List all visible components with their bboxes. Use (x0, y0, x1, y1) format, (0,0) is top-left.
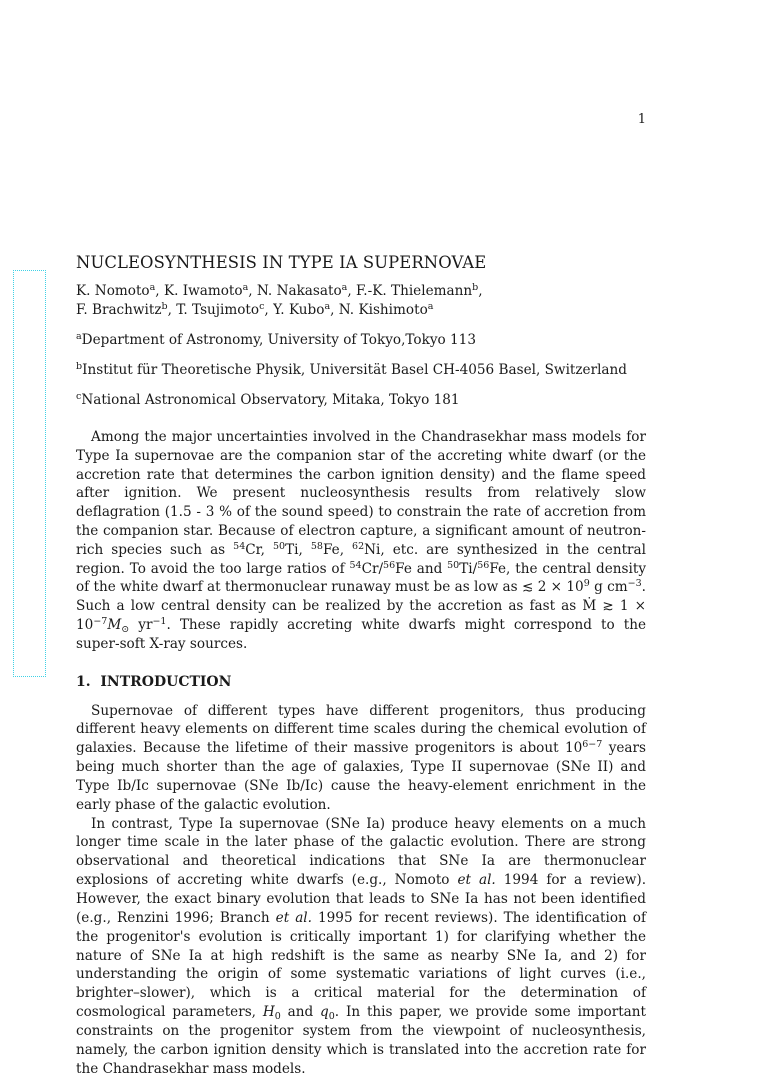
subscript: 0 (328, 1011, 335, 1023)
solar-mass-symbol: M (107, 616, 122, 633)
abstract (76, 428, 646, 654)
abstract-text: Fe and (395, 560, 448, 577)
et-al: et al. (457, 872, 496, 889)
affiliation-text: National Astronomical Observatory, Mitaka, Tokyo 181 (81, 392, 460, 408)
isotope-mass: 50 (273, 540, 286, 552)
affiliation (76, 391, 646, 410)
paper-body (76, 252, 646, 1078)
abstract-text: Cr, (245, 541, 274, 558)
abstract-text: Among the major uncertainties involved in the Chandrasekhar mass models for Type Ia supernovae are the companion star of the accreting white dwarf (or the accretion rate that determines the carbon ignition density) and the flame speed after ignition. We present nucleosynthesis results from relatively slow deflagration (1.5 - 3 % of the sound speed) to constrain the rate of accretion from the companion star. Because of electron capture, a significant amount of neutron-rich species such as (76, 429, 646, 558)
isotope-mass: 50 (447, 559, 460, 571)
paragraph-text: Supernovae of different types have different progenitors, thus producing different heavy elements on different time scales during the chemical evolution of galaxies. Because the lifetime of their massive progenitors is about 10 (76, 702, 646, 757)
deceleration-parameter-symbol: q (320, 1004, 329, 1021)
section-heading (76, 672, 646, 692)
paragraph-text: 1995 for recent reviews). The identification of the progenitor's evolution is critically important 1) for clarifying whether the nature of SNe Ia at high redshift is the same as nearby SNe Ia, and 2) for understanding the origin of some systematic variations of light curves (i.e., brighter–slower), which is a critical material for the determination of cosmological parameters, (76, 909, 646, 1021)
paragraph-text: In contrast, Type Ia supernovae (SNe Ia) produce heavy elements on a much longer time scale in the later phase of the galactic evolution. There are strong observational and theoretical indications that SNe Ia are thermonuclear explosions of accreting white dwarfs (e.g., Nomoto (76, 815, 646, 889)
author-affil-mark: a (149, 282, 156, 293)
author-affil-mark: a (242, 282, 249, 293)
author-name: K. Nomoto (76, 283, 150, 299)
abstract-text: Ti, (285, 541, 311, 558)
exponent: −7 (93, 615, 108, 627)
isotope-mass: 54 (349, 559, 362, 571)
intro-paragraph-1 (76, 702, 646, 815)
exponent: −1 (152, 615, 167, 627)
abstract-text: yr (129, 616, 153, 633)
author-name: Y. Kubo (273, 301, 325, 318)
author-affil-mark: b (161, 300, 168, 312)
affiliation-mark: a (76, 331, 82, 342)
author-name: F.-K. Thielemann (355, 283, 473, 299)
isotope-mass: 54 (233, 540, 246, 552)
abstract-text: Fe, the central density of the white dwarf at thermonuclear runaway must be as low as ≲ 2 × 10 (76, 560, 646, 596)
intro-paragraph-2 (76, 815, 646, 1078)
author-line-2 (76, 301, 646, 320)
abstract-text: Fe, (322, 541, 353, 558)
section-number: 1. (76, 673, 91, 690)
author-name: F. Brachwitz (76, 301, 162, 318)
affiliation-mark: c (76, 391, 82, 402)
selection-outline (13, 270, 46, 677)
subscript: 0 (274, 1011, 281, 1023)
author-separator: , (330, 301, 339, 318)
author-affil-mark: b (472, 282, 479, 293)
author-affil-mark: a (324, 300, 331, 312)
abstract-text: . Such a low central density can be realized by the accretion as fast as Ṁ ≳ 1 × 10 (76, 579, 646, 633)
hubble-constant-symbol: H (262, 1004, 275, 1021)
exponent: −3 (627, 578, 642, 590)
paper-title: NUCLEOSYNTHESIS IN TYPE IA SUPERNOVAE (76, 253, 487, 272)
author-affil-mark: a (427, 300, 434, 312)
abstract-text: Ni, etc. are synthesized in the central region. To avoid the too large ratios of (76, 541, 646, 577)
isotope-mass: 56 (383, 559, 396, 571)
paragraph-text: 1994 for a review). However, the exact binary evolution that leads to SNe Ia has not been identified (e.g., Renzini 1996; Branch (76, 872, 647, 926)
exponent: 9 (583, 578, 590, 590)
author-separator: , (478, 283, 483, 299)
page-number: 1 (637, 112, 646, 127)
author-name: K. Iwamoto (163, 283, 243, 299)
sun-subscript: ⊙ (121, 623, 130, 635)
abstract-text: . These rapidly accreting white dwarfs might correspond to the super-soft X-ray sources. (76, 616, 647, 652)
isotope-mass: 58 (310, 540, 323, 552)
paragraph-text: years being much shorter than the age of galaxies, Type II supernovae (SNe II) and Type Ib/Ic supernovae (SNe Ib/Ic) cause the heavy-element enrichment in the early phase of the galactic evolution. (76, 740, 646, 813)
abstract-text: Cr/ (361, 560, 384, 577)
affiliation (76, 361, 646, 380)
affiliation (76, 331, 646, 350)
isotope-mass: 62 (352, 540, 365, 552)
author-separator: , (264, 301, 274, 318)
affiliation-text: Institut für Theoretische Physik, Universität Basel CH-4056 Basel, Switzerland (82, 362, 627, 378)
abstract-text: Ti/ (459, 560, 478, 577)
paragraph-text: . In this paper, we provide some important constraints on the progenitor system from the viewpoint of nucleosynthesis, namely, the carbon ignition density which is translated into the accretion rate for the Chandrasekhar mass models. (76, 1004, 646, 1077)
author-list (76, 282, 646, 319)
section-title: INTRODUCTION (100, 673, 232, 690)
abstract-text: g cm (589, 579, 628, 596)
affiliation-mark: b (76, 361, 83, 372)
author-name: N. Nakasato (256, 283, 342, 299)
author-name: N. Kishimoto (338, 301, 428, 318)
author-separator: , (248, 283, 257, 299)
et-al: et al. (275, 909, 312, 926)
author-separator: , (155, 283, 164, 299)
isotope-mass: 56 (477, 559, 490, 571)
author-name: T. Tsujimoto (176, 301, 260, 318)
author-affil-mark: a (341, 282, 348, 293)
exponent: 6−7 (582, 739, 603, 751)
author-separator: , (347, 283, 356, 299)
affiliation-text: Department of Astronomy, University of Tokyo,Tokyo 113 (81, 332, 476, 348)
author-line-1 (76, 282, 646, 301)
paragraph-text: and (280, 1004, 321, 1021)
author-affil-mark: c (259, 300, 265, 312)
author-separator: , (167, 301, 177, 318)
